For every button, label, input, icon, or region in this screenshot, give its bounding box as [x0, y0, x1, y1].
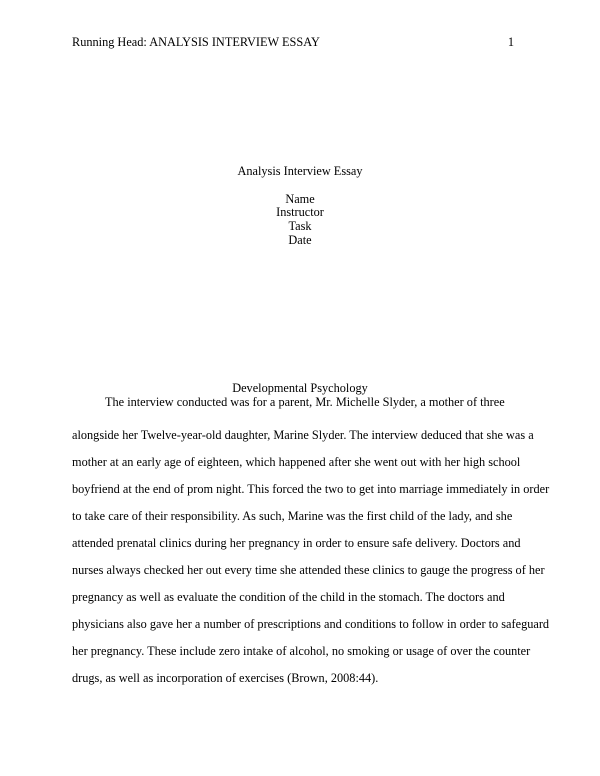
body-paragraph — [72, 395, 550, 692]
paragraph-line: The interview conducted was for a parent, Mr. Michelle Slyder, a mother of three — [105, 395, 505, 409]
paragraph-line: attended prenatal clinics during her pregnancy in order to ensure safe delivery. Doctors and — [72, 536, 521, 550]
paragraph-line: nurses always checked her out every time she attended these clinics to gauge the progress of her — [72, 563, 545, 577]
paragraph-line: pregnancy as well as evaluate the condition of the child in the stomach. The doctors and — [72, 590, 505, 604]
task-name: Task — [288, 219, 312, 234]
page-number: 1 — [507, 35, 514, 49]
instructor-name: Instructor — [276, 205, 324, 220]
page-header — [72, 35, 514, 50]
paragraph-line: boyfriend at the end of prom night. This forced the two to get into marriage immediately in order — [72, 482, 550, 496]
paragraph-line: drugs, as well as incorporation of exercises (Brown, 2008:44). — [72, 671, 379, 685]
running-head: Running Head: ANALYSIS INTERVIEW ESSAY — [72, 35, 320, 49]
paragraph-line: her pregnancy. These include zero intake of alcohol, no smoking or usage of over the counter — [72, 644, 531, 658]
paragraph-line: mother at an early age of eighteen, which happened after she went out with her high school — [72, 455, 521, 469]
title-block — [0, 165, 600, 248]
paragraph-line: to take care of their responsibility. As such, Marine was the first child of the lady, and she — [72, 509, 513, 523]
paragraph-line: physicians also gave her a number of prescriptions and conditions to follow in order to safeguard — [72, 617, 550, 631]
author-name: Name — [285, 191, 315, 206]
essay-title: Analysis Interview Essay — [237, 164, 363, 178]
section-heading: Developmental Psychology — [232, 381, 368, 395]
paragraph-line: alongside her Twelve-year-old daughter, Marine Slyder. The interview deduced that she was a — [72, 428, 534, 442]
date-text: Date — [288, 232, 312, 247]
